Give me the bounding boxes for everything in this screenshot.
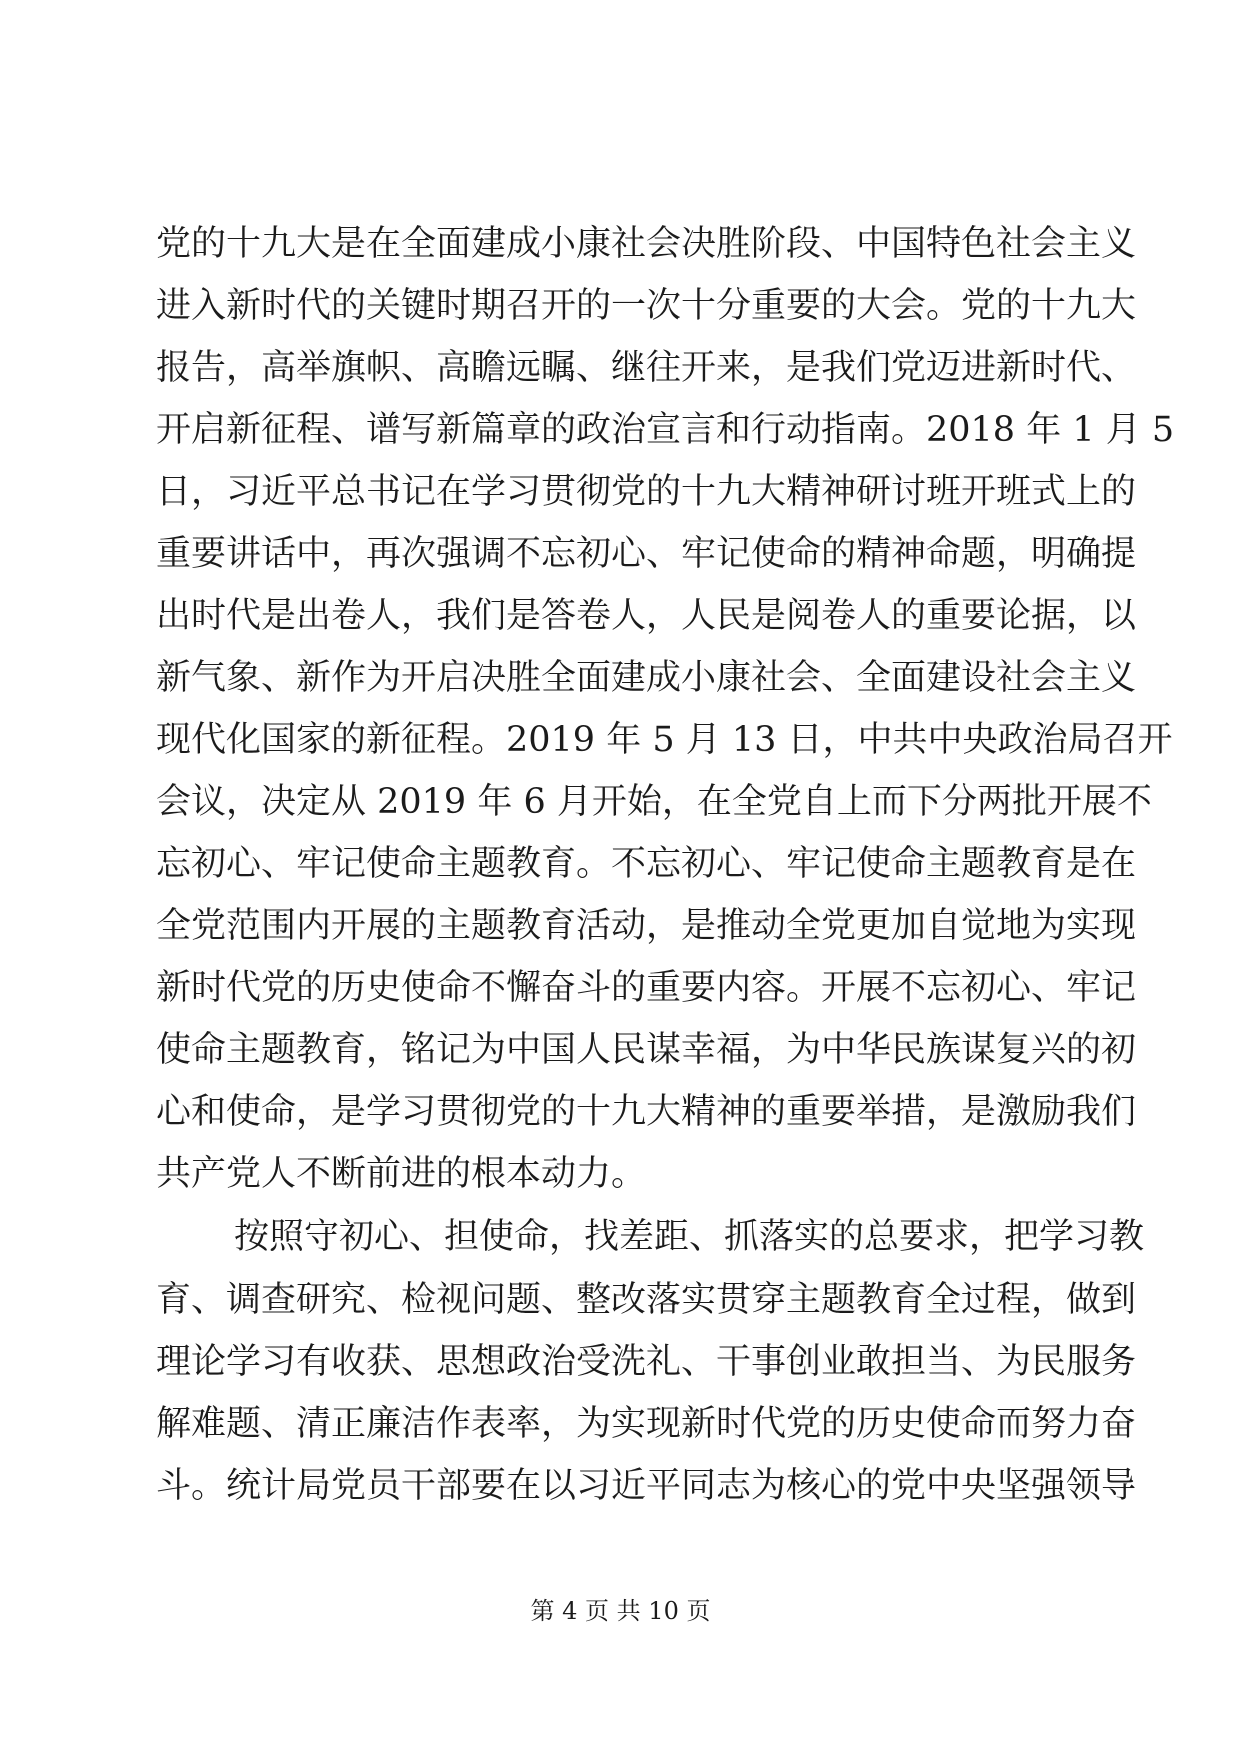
text-line: 全党范围内开展的主题教育活动，是推动全党更加自觉地为实现 bbox=[156, 906, 1137, 946]
text-line: 按照守初心、担使命，找差距、抓落实的总要求，把学习教 bbox=[234, 1217, 1145, 1257]
text-line: 解难题、清正廉洁作表率，为实现新时代党的历史使命而努力奋 bbox=[156, 1404, 1137, 1444]
text-line: 共产党人不断前进的根本动力。 bbox=[156, 1154, 647, 1194]
text-line: 会议，决定从 2019 年 6 月开始，在全党自上而下分两批开展不 bbox=[156, 782, 1152, 822]
text-line: 日，习近平总书记在学习贯彻党的十九大精神研讨班开班式上的 bbox=[156, 472, 1137, 512]
text-line: 党的十九大是在全面建成小康社会决胜阶段、中国特色社会主义 bbox=[156, 224, 1137, 264]
text-line: 心和使命，是学习贯彻党的十九大精神的重要举措，是激励我们 bbox=[156, 1092, 1137, 1132]
text-line: 新气象、新作为开启决胜全面建成小康社会、全面建设社会主义 bbox=[156, 658, 1137, 698]
text-line: 育、调查研究、检视问题、整改落实贯穿主题教育全过程，做到 bbox=[156, 1280, 1137, 1320]
text-line: 忘初心、牢记使命主题教育。不忘初心、牢记使命主题教育是在 bbox=[156, 844, 1137, 884]
text-line: 新时代党的历史使命不懈奋斗的重要内容。开展不忘初心、牢记 bbox=[156, 968, 1137, 1008]
page-number: 第 4 页 共 10 页 bbox=[530, 1597, 711, 1625]
text-line: 出时代是出卷人，我们是答卷人，人民是阅卷人的重要论据，以 bbox=[156, 596, 1137, 636]
text-line: 报告，高举旗帜、高瞻远瞩、继往开来，是我们党迈进新时代、 bbox=[156, 348, 1137, 388]
text-line: 重要讲话中，再次强调不忘初心、牢记使命的精神命题，明确提 bbox=[156, 534, 1137, 574]
text-line: 斗。统计局党员干部要在以习近平同志为核心的党中央坚强领导 bbox=[156, 1466, 1137, 1506]
text-line: 进入新时代的关键时期召开的一次十分重要的大会。党的十九大 bbox=[156, 286, 1137, 326]
text-line: 现代化国家的新征程。2019 年 5 月 13 日，中共中央政治局召开 bbox=[156, 720, 1173, 760]
text-line: 开启新征程、谱写新篇章的政治宣言和行动指南。2018 年 1 月 5 bbox=[156, 410, 1175, 450]
text-line: 使命主题教育，铭记为中国人民谋幸福，为中华民族谋复兴的初 bbox=[156, 1030, 1137, 1070]
text-line: 理论学习有收获、思想政治受洗礼、干事创业敢担当、为民服务 bbox=[156, 1342, 1137, 1382]
